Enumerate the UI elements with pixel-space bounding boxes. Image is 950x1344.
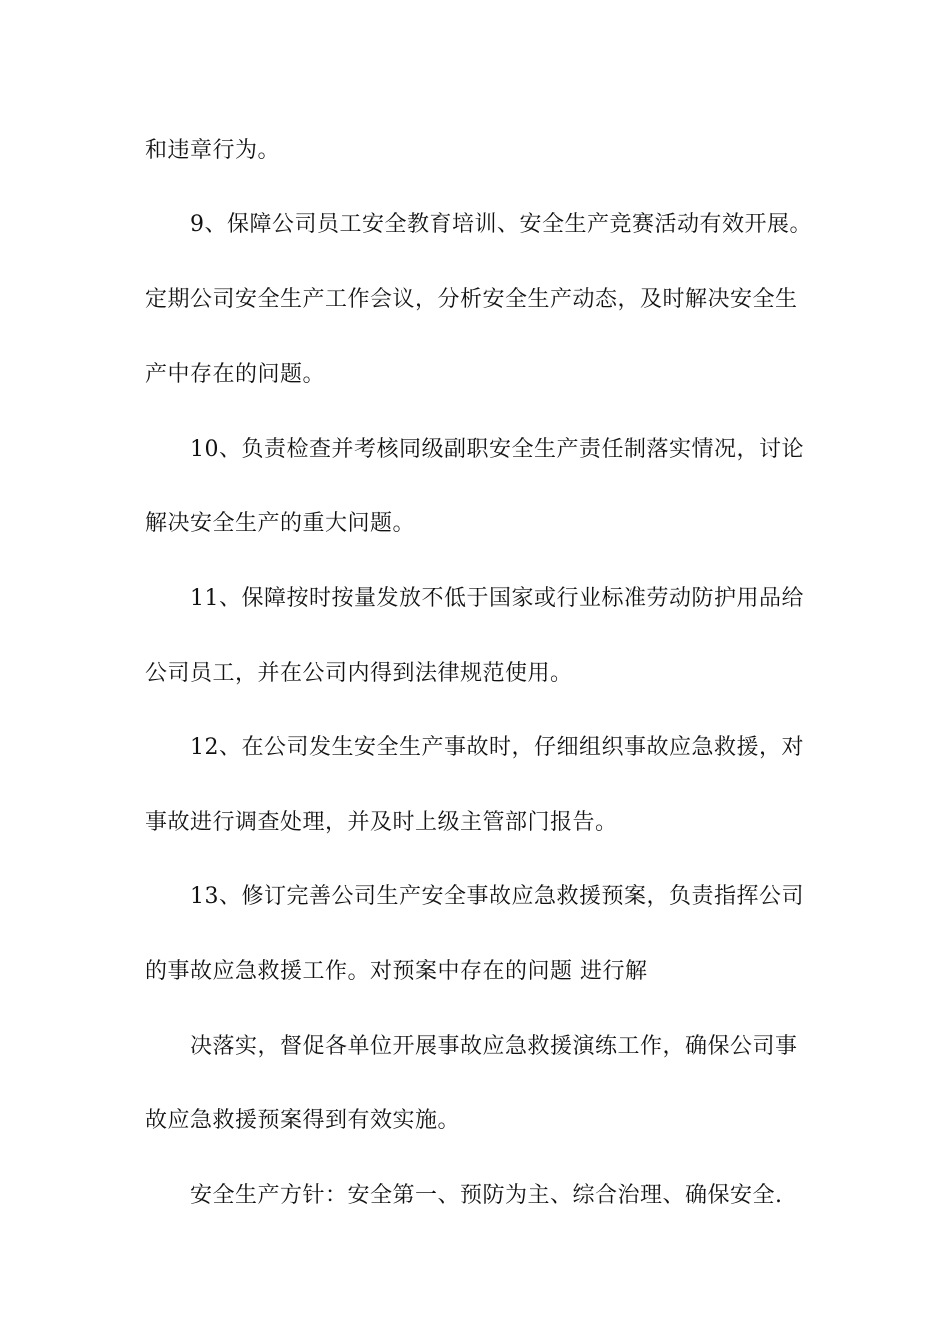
text-line-item-11: 11、保障按时按量发放不低于国家或行业标准劳动防护用品给 — [190, 586, 804, 611]
text-line: 产中存在的问题。 — [145, 362, 326, 387]
text-line-item-13: 13、修订完善公司生产安全事故应急救援预案，负责指挥公司 — [190, 884, 804, 909]
text-line: 解决安全生产的重大问题。 — [145, 511, 416, 536]
text-line: 定期公司安全生产工作会议，分析安全生产动态，及时解决安全生 — [145, 287, 798, 312]
text-line: 公司员工，并在公司内得到法律规范使用。 — [145, 661, 573, 686]
text-line-item-9: 9、保障公司员工安全教育培训、安全生产竞赛活动有效开展。 — [190, 212, 812, 237]
text-line: 故应急救援预案得到有效实施。 — [145, 1108, 461, 1133]
text-line-item-10: 10、负责检查并考核同级副职安全生产责任制落实情况，讨论 — [190, 437, 804, 462]
text-line: 的事故应急救援工作。对预案中存在的问题 进行解 — [145, 959, 648, 984]
text-line-item-12: 12、在公司发生安全生产事故时，仔细组织事故应急救援，对 — [190, 735, 804, 760]
text-line: 事故进行调查处理，并及时上级主管部门报告。 — [145, 810, 618, 835]
text-line: 决落实，督促各单位开展事故应急救援演练工作，确保公司事 — [190, 1034, 798, 1059]
text-line: 和违章行为。 — [145, 138, 281, 163]
safety-policy-line: 安全生产方针：安全第一、预防为主、综合治理、确保安全. — [190, 1183, 783, 1208]
